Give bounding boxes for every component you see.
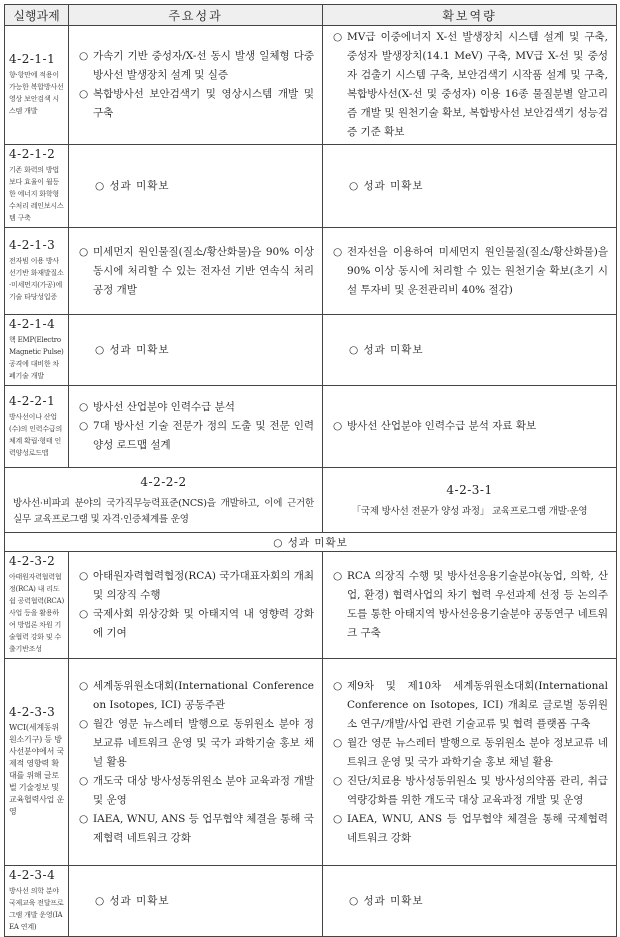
list-item: ○ 아태원자력협력협정(RCA) 국가대표자회의 개최 및 의장직 수행 [79,570,314,601]
table-row [5,26,617,145]
status-text: ○ 성과 미확보 [5,533,617,552]
list-item: ○ IAEA, WNU, ANS 등 업무협약 체결을 통해 국제협력 네트워크 강화 [333,812,608,844]
list-item: ○ RCA 의장직 수행 및 방사선응용기술분야(농업, 의학, 산업, 환경) 협력사업의 차기 협력 우선과제 선정 등 논의주도를 통한 아태지역 방사선응용기술분야 공동연구 네트워크 구축 [333,570,608,639]
list-item: ○ 월간 영문 뉴스레터 발행으로 동위원소 분야 정보교류 네트워크 운영 및 국가 과학기술 홍보 채널 활용 [79,717,314,768]
task-description: 방사선·비파괴 분야의 국가직무능력표준(NCS)을 개발하고, 이에 근거한 실무 교육프로그램 및 자격·인증체계를 운영 [13,498,314,525]
outcomes-cell [69,145,323,228]
outcomes-cell [69,386,323,468]
header-outcomes: 주요성과 [69,5,323,26]
capabilities-cell [323,315,617,386]
capabilities-cell [323,228,617,315]
list-item: ○ IAEA, WNU, ANS 등 업무협약 체결을 통해 국제협력 네트워크 강화 [79,812,314,844]
list-item: ○ 가속기 기반 중성자/X-선 동시 발생 일체형 다중방사선 발생장치 설계 및 실증 [79,50,314,81]
task-description: 전자빔 이용 방사선기반 화재발질소·미세먼지(가공)에 기술 타당성입증 [9,257,64,301]
task-description: 아태원자력협력협정(RCA) 내 리도쉽 공력협력(RCA) 사업 등을 활용하여 방법론 차원 기술협력 강화 및 수출기반조성 [9,573,64,653]
table-row [5,386,617,468]
task-id: 4-2-2-1 [9,393,56,408]
task-cell [5,866,69,937]
list-item: ○ 월간 영문 뉴스레터 발행으로 동위원소 분야 정보교류 네트워크 운영 및 국가 과학기술 홍보 채널 활용 [333,736,608,768]
task-description: 방사선이나 산업(수)의 인력수급의 체계 확립·형태 인력양성로드맵 [9,412,63,457]
status-text: ○ 성과 미확보 [95,179,170,192]
task-description: 핵 EMP(Electro Magnetic Pulse) 공격에 대비한 차폐기술 개발 [9,336,64,380]
status-text: ○ 성과 미확보 [349,343,424,356]
task-description: 향·항만에 적용이 가능한 복합방사선 영상 보안검색 시스템 개발 [9,71,64,115]
status-text: ○ 성과 미확보 [95,343,170,356]
task-id: 4-2-3-2 [9,554,56,568]
merged-right-cell [323,468,617,533]
task-id: 4-2-1-3 [9,238,56,252]
status-text: ○ 성과 미확보 [95,894,170,907]
task-cell [5,552,69,659]
capabilities-cell [323,386,617,468]
table-row [5,659,617,866]
task-cell [5,228,69,315]
list-item: ○ 국제사회 위상강화 및 아태지역 내 영향력 강화에 기여 [79,608,314,639]
list-item: ○ 복합방사선 보안검색기 및 영상시스템 개발 및 구축 [79,88,314,119]
table-row [5,228,617,315]
task-description: WCI(세계동위원소기구) 등 방사선분야에서 국제적 영향력 확대를 위해 글로벌 기술정보 및 교육협력사업 운영 [9,723,65,816]
list-item: ○ MV급 이중에너지 X-선 발생장치 시스템 설계 및 구축, 중성자 발생장치(14.1 MeV) 구축, MV급 X-선 및 중성자 검출기 시스템 구축, 보안검색기 시작품 설계 및 구축, 복합방사선(X-선 및 중성자) 이용 16종 물질분별 알고리즘 개발 및 원천기술 확보, 복합방사선 보안검색기 성능검증 기준 확보 [333,31,608,138]
outcomes-cell [69,228,323,315]
task-id: 4-2-3-4 [9,868,56,882]
list-item: ○ 전자선을 이용하여 미세먼지 원인물질(질소/황산화물)을 90% 이상 동시에 처리할 수 있는 원천기술 확보(초기 시설 투자비 및 운전관리비 40% 절감) [333,245,608,296]
outcomes-cell [69,315,323,386]
task-id: 4-2-1-2 [9,147,56,161]
task-cell [5,315,69,386]
merged-status-row [5,533,617,552]
task-id: 4-2-2-2 [140,475,187,489]
task-cell [5,386,69,468]
status-text: ○ 성과 미확보 [349,894,424,907]
status-text: ○ 성과 미확보 [349,179,424,192]
list-item: ○ 방사선 산업분야 인력수급 분석 자료 확보 [333,420,537,432]
task-cell [5,659,69,866]
outcomes-cell [69,552,323,659]
capabilities-cell [323,145,617,228]
capabilities-cell [323,659,617,866]
table-header-row [5,5,617,26]
task-description: 방사선 의학 분야 국제교육 전달프로그램 개발 운영(IAEA 연계) [9,887,64,931]
capabilities-cell [323,26,617,145]
list-item: ○ 미세먼지 원인물질(질소/황산화물)을 90% 이상 동시에 처리할 수 있는 전자선 기반 연속식 처리공정 개발 [79,245,314,296]
merged-left-cell [5,468,323,533]
task-id: 4-2-3-1 [446,483,493,497]
task-id: 4-2-1-1 [9,52,56,66]
outcomes-cell [69,659,323,866]
capabilities-cell [323,552,617,659]
outcomes-cell [69,866,323,937]
list-item: ○ 제9차 및 제10차 세계동위원소대회(International Conference on Isotopes, ICI) 개최로 글로벌 동위원소 연구/개발/사업 관련 기술교류 및 협력 플랫폼 구축 [333,679,608,730]
table-row [5,552,617,659]
task-cell [5,145,69,228]
table-row [5,866,617,937]
table-row [5,315,617,386]
header-task: 실행과제 [5,5,69,26]
list-item: ○ 진단/치료용 방사성동위원소 및 방사성의약품 관리, 취급 역량강화를 위한 개도국 대상 교육과정 개발 및 운영 [333,774,608,806]
results-table [4,4,617,937]
capabilities-cell [323,866,617,937]
task-id: 4-2-3-3 [9,705,56,719]
task-description: 「국제 방사선 전문가 양성 과정」 교육프로그램 개발·운영 [351,506,588,517]
task-description: 기존 화력의 방법보다 효율이 월등한 에너지 화학형 수처리 레인보시스템 구축 [9,166,64,222]
header-capabilities: 확보역량 [323,5,617,26]
list-item: ○ 방사선 산업분야 인력수급 분석 [79,401,235,413]
task-id: 4-2-1-4 [9,317,56,331]
table-row [5,145,617,228]
outcomes-cell [69,26,323,145]
list-item: ○ 개도국 대상 방사성동위원소 분야 교육과정 개발 및 운영 [79,774,314,806]
task-cell [5,26,69,145]
list-item: ○ 7대 방사선 기술 전문가 정의 도출 및 전문 인력양성 로드맵 설계 [79,420,314,451]
list-item: ○ 세계동위원소대회(International Conference on Isotopes, ICI) 공동주관 [79,679,314,711]
merged-row [5,468,617,533]
